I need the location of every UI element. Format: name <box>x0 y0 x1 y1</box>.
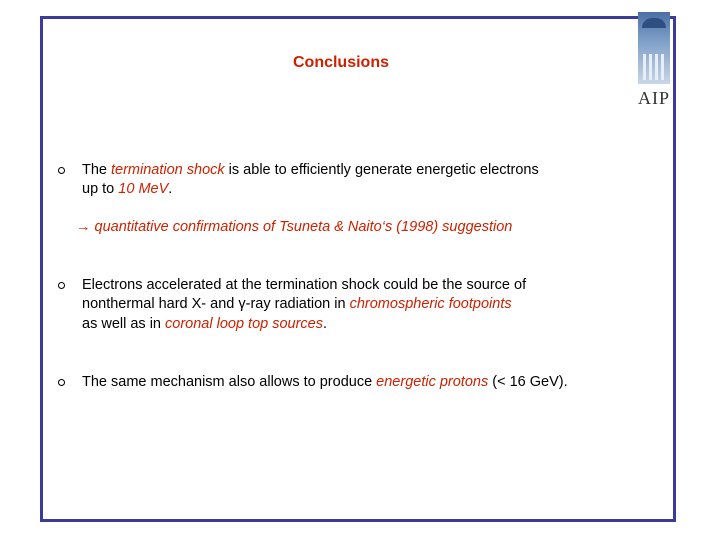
bullet-line: The same mechanism also allows to produce energetic protons (< 16 GeV). <box>82 374 568 390</box>
conclusion-line <box>76 217 512 237</box>
highlight-text: 10 MeV <box>118 181 169 197</box>
bullet-line: up to 10 MeV. <box>82 181 173 197</box>
bullet-line: as well as in coronal loop top sources. <box>82 316 328 332</box>
highlight-text: energetic protons <box>376 374 489 390</box>
highlight-text: termination shock <box>111 162 225 178</box>
bullet-line: Electrons accelerated at the termination shock could be the source of <box>82 277 527 293</box>
observatory-building-icon <box>638 12 670 84</box>
logo-text: AIP <box>637 88 670 108</box>
conclusion-text: quantitative confirmations of Tsuneta & Naito‘s (1998) suggestion <box>94 219 513 235</box>
highlight-text: coronal loop top sources <box>165 316 324 332</box>
bullet-icon <box>58 379 65 386</box>
highlight-text: chromospheric footpoints <box>349 296 512 312</box>
slide-title: Conclusions <box>292 54 389 71</box>
slide-frame <box>40 16 676 522</box>
bullet-icon <box>58 282 65 289</box>
bullet-icon <box>58 167 65 174</box>
bullet-line: The termination shock is able to efficiently generate energetic electrons <box>82 162 539 178</box>
arrow-icon: → <box>76 219 91 235</box>
bullet-line: nonthermal hard X- and γ-ray radiation in chromospheric footpoints <box>82 296 512 312</box>
